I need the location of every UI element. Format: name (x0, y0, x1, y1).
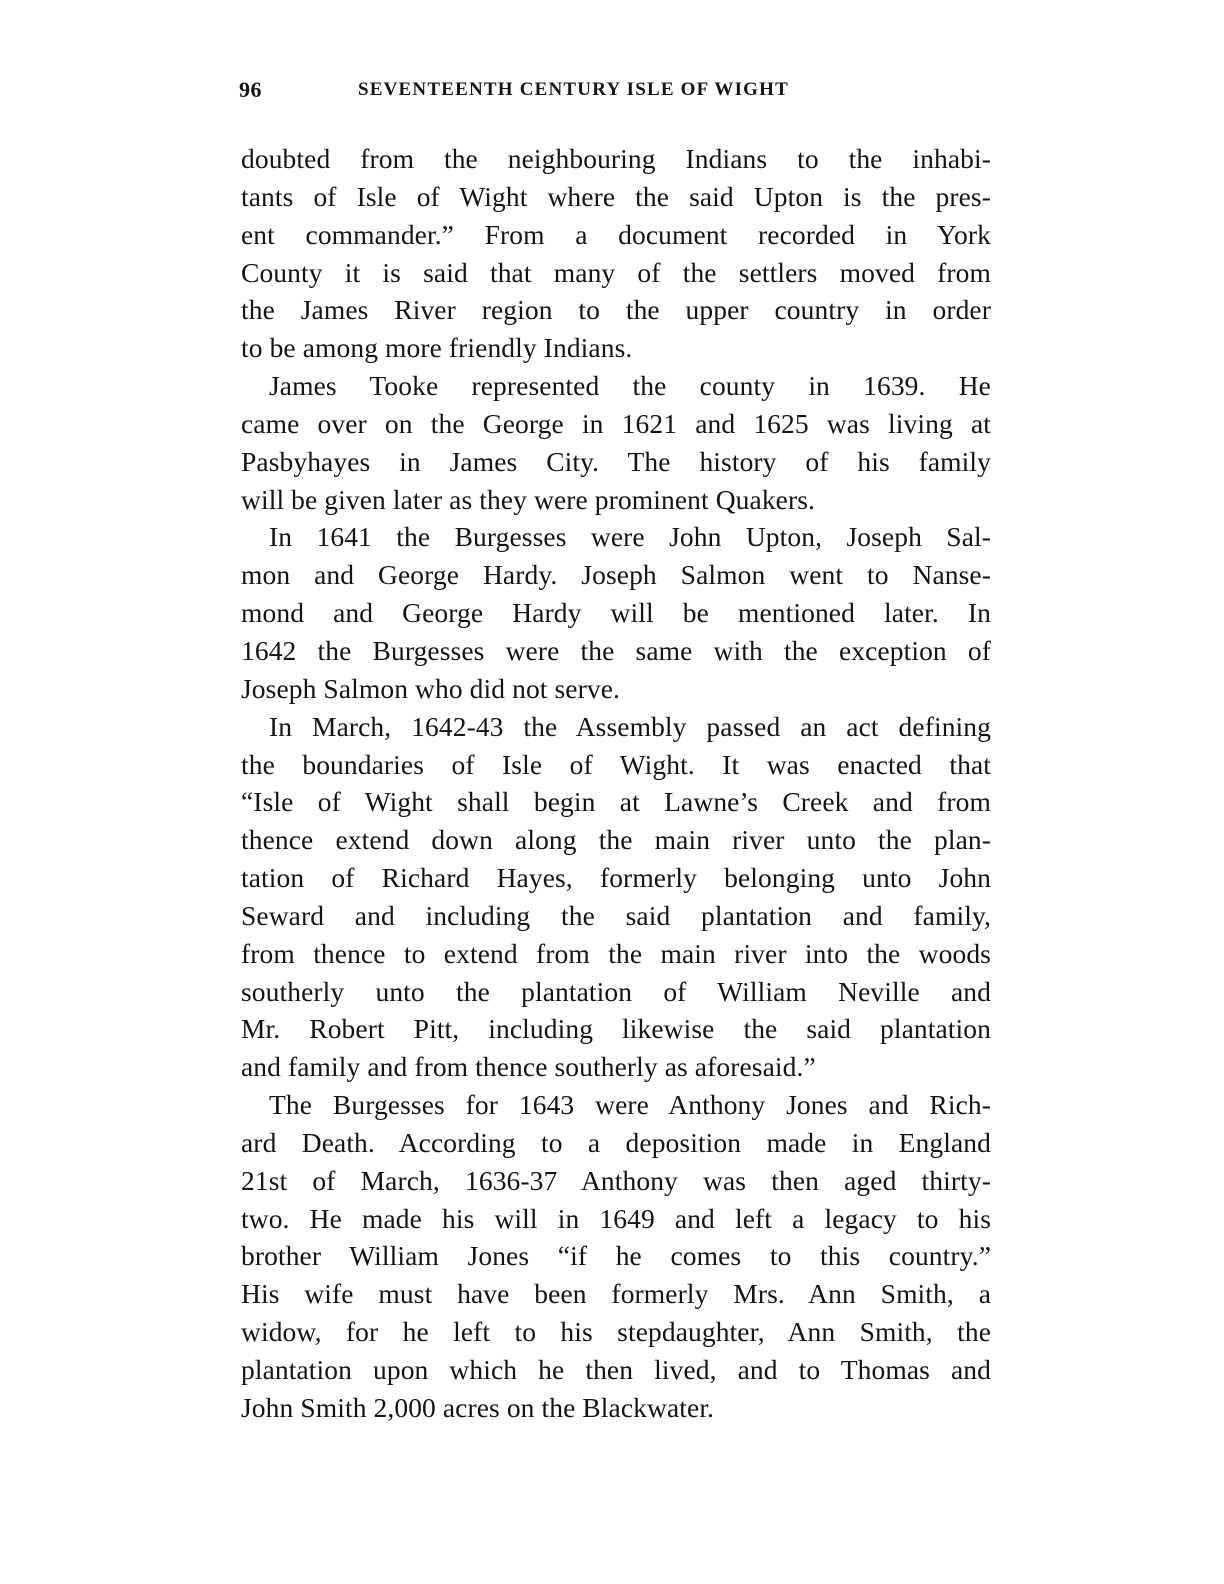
text-line: Mr. Robert Pitt, including likewise the said plantation (241, 1013, 991, 1045)
paragraph (241, 1086, 991, 1427)
text-line: brother William Jones “if he comes to this country.” (241, 1240, 991, 1272)
text-line: will be given later as they were prominent Quakers. (241, 483, 816, 515)
text-line: His wife must have been formerly Mrs. Ann Smith, a (241, 1278, 991, 1310)
text-line: southerly unto the plantation of William Neville and (241, 975, 991, 1007)
text-line: Joseph Salmon who did not serve. (241, 672, 621, 704)
text-line: The Burgesses for 1643 were Anthony Jones and Rich- (269, 1089, 991, 1121)
text-line: two. He made his will in 1649 and left a legacy to his (241, 1202, 991, 1234)
text-line: In March, 1642-43 the Assembly passed an act defining (269, 710, 991, 742)
text-line: mond and George Hardy will be mentioned later. In (241, 597, 991, 629)
text-line: ard Death. According to a deposition made in England (241, 1126, 991, 1158)
running-title: SEVENTEENTH CENTURY ISLE OF WIGHT (358, 79, 789, 100)
text-line: In 1641 the Burgesses were John Upton, Joseph Sal- (269, 521, 991, 553)
text-line: County it is said that many of the settlers moved from (241, 256, 991, 288)
text-line: thence extend down along the main river unto the plan- (241, 824, 991, 856)
text-line: 1642 the Burgesses were the same with the exception of (241, 634, 991, 666)
text-line: tants of Isle of Wight where the said Upton is the pres- (241, 180, 991, 212)
text-line: ent commander.” From a document recorded in York (241, 218, 991, 250)
text-line: widow, for he left to his stepdaughter, Ann Smith, the (241, 1316, 991, 1348)
text-line: to be among more friendly Indians. (241, 332, 633, 364)
text-line: Seward and including the said plantation and family, (241, 899, 991, 931)
text-line: came over on the George in 1621 and 1625 was living at (241, 407, 991, 439)
text-line: the James River region to the upper country in order (241, 294, 991, 326)
text-line: 21st of March, 1636-37 Anthony was then aged thirty- (241, 1164, 991, 1196)
text-line: plantation upon which he then lived, and to Thomas and (241, 1354, 991, 1385)
text-line: tation of Richard Hayes, formerly belonging unto John (241, 862, 991, 894)
paragraph (241, 708, 991, 1086)
page-header (239, 77, 865, 107)
page-number: 96 (239, 77, 262, 102)
text-line: “Isle of Wight shall begin at Lawne’s Creek and from (241, 786, 991, 818)
text-line: John Smith 2,000 acres on the Blackwater. (241, 1391, 715, 1423)
paragraph (241, 367, 991, 518)
body-text (241, 140, 991, 1427)
paragraph (241, 140, 991, 367)
text-line: doubted from the neighbouring Indians to the inhabi- (241, 143, 991, 174)
text-line: the boundaries of Isle of Wight. It was enacted that (241, 748, 991, 780)
text-line: mon and George Hardy. Joseph Salmon went to Nanse- (241, 559, 991, 591)
text-line: from thence to extend from the main river into the woods (241, 937, 991, 969)
text-line: and family and from thence southerly as aforesaid.” (241, 1051, 816, 1083)
paragraph (241, 518, 991, 707)
text-line: Pasbyhayes in James City. The history of his family (241, 445, 991, 477)
text-line: James Tooke represented the county in 1639. He (269, 370, 991, 402)
